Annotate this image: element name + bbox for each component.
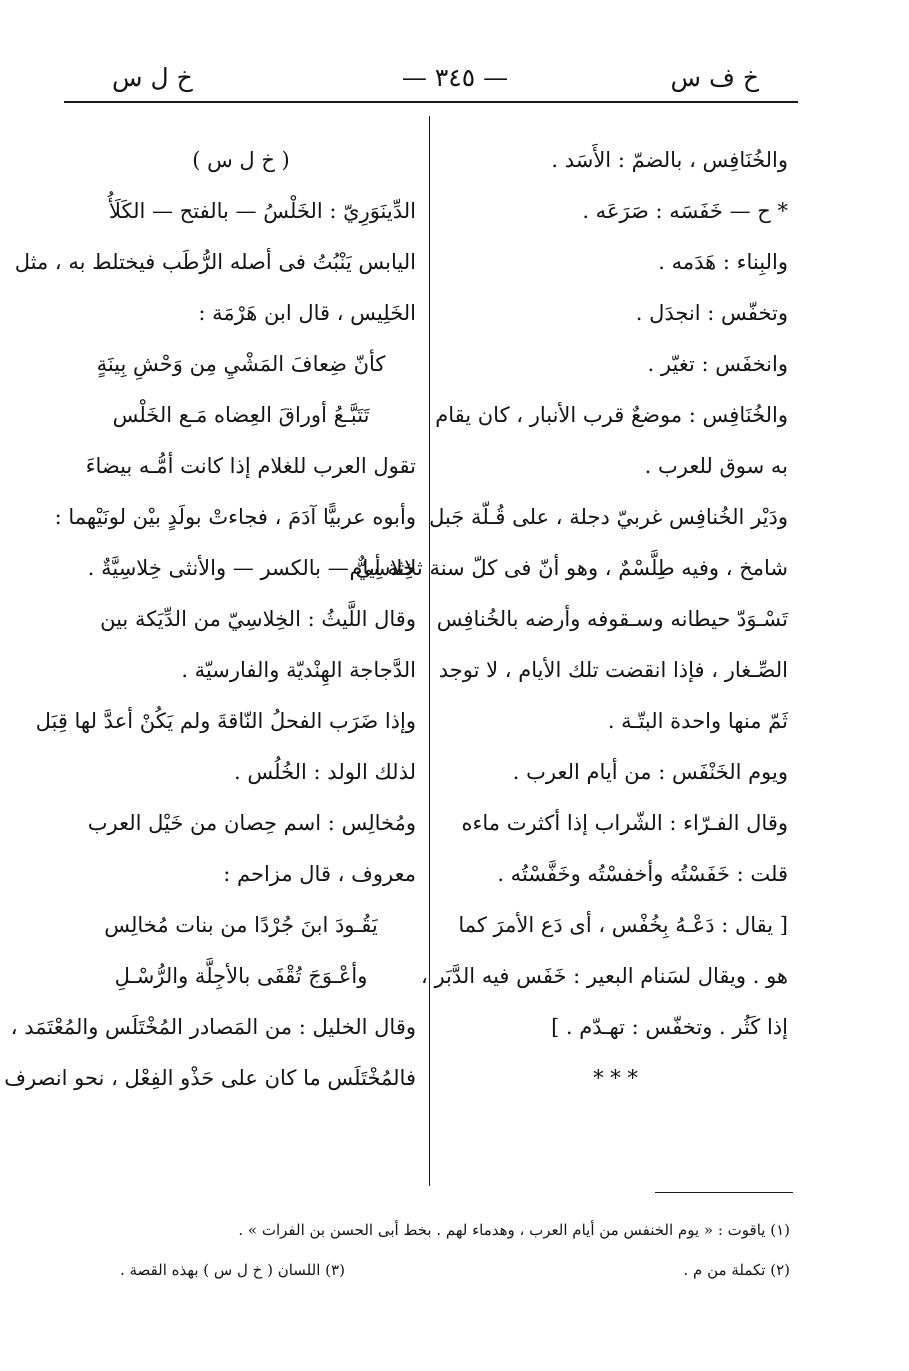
text-line: والخُنَافِس ، بالضمّ : الأَسَد . — [551, 148, 788, 172]
header-rule — [64, 101, 798, 103]
text-line: وقال الخليل : من المَصادر المُخْتَلَس والمُعْتَمَد ، — [10, 1015, 416, 1039]
text-line: [ يقال : دَعْـهُ بِخُفْس ، أى دَع الأمرَ كما — [458, 913, 788, 937]
text-line: اليابس يَنْبُتُ فى أصله الرُّطَب فيختلط به ، مثل — [14, 250, 416, 274]
text-line: الصِّـغار ، فإذا انقضت تلك الأيام ، لا توجد — [438, 658, 788, 682]
text-line: ويوم الخَنْفَس : من أيام العرب . — [512, 760, 788, 784]
text-line: وأبوه عربيًّا آدَمَ ، فجاءتْ بولَدٍ بيْن لونَيْهما : — [54, 505, 416, 529]
verse-line: كأنّ ضِعافَ المَشْيِ مِن وَحْشِ بِينَةٍ — [96, 352, 386, 376]
text-line: وانخفَس : تغيّر . — [647, 352, 788, 376]
text-line: خِلاسِيٌّ — بالكسر — والأنثى خِلاسِيَّةٌ . — [87, 556, 416, 580]
footnote-2: (٢) تكملة من م . — [683, 1261, 790, 1279]
text-line: * ح — خَفَسَه : صَرَعَه . — [582, 199, 788, 223]
text-line: ودَيْر الخُنافِس غربيّ دجلة ، على قُـلّة جَبل — [429, 505, 788, 529]
text-line: معروف ، قال مزاحم : — [223, 862, 416, 886]
text-line: به سوق للعرب . — [644, 454, 788, 478]
text-line: والخُنَافِس : موضعٌ قرب الأنبار ، كان يقام — [435, 403, 788, 427]
text-line: وقال الفـرّاء : الشّراب إذا أكثرت ماءه — [461, 811, 788, 835]
text-line: قلت : خَفَسْتُه وأخفسْتُه وخَفَّسْتُه . — [497, 862, 788, 886]
footnotes — [120, 1210, 790, 1290]
column-divider — [429, 116, 430, 1186]
text-line: لذلك الولد : الخُلُس . — [234, 760, 416, 784]
right-column — [349, 135, 788, 1104]
left-column — [4, 135, 416, 1104]
footnote-1: (١) ياقوت : « يوم الخنفس من أيام العرب ، وهدماء لهم . بخط أبى الحسن بن الفرات » . — [238, 1221, 790, 1239]
text-line: الدِّينَوَرِيّ : الخَلْسُ — بالفتح — الكَلَأُ — [108, 199, 416, 223]
text-line: وإذا ضَرَب الفحلُ النّاقةَ ولم يَكُنْ أعدَّ لها قِبَل — [35, 709, 416, 733]
text-line: تقول العرب للغلام إذا كانت أمُّـه بيضاءَ — [85, 454, 416, 478]
text-line: الخَلِيس ، قال ابن هَرْمَة : — [198, 301, 416, 325]
text-line: شامخ ، وفيه طِلَّسْمٌ ، وهو أنّ فى كلّ سنة ثلاثة أيام — [349, 556, 788, 580]
footnote-rule — [655, 1192, 793, 1193]
text-line: فالمُخْتَلَس ما كان على حَذْو الفِعْل ، نحو انصرف — [4, 1066, 416, 1090]
text-line: هو . ويقال لسَنام البعير : خَفَس فيه الدَّبَر ، — [421, 964, 788, 988]
text-line: وتخفّس : انجدَل . — [635, 301, 788, 325]
page-number: — ٣٤٥ — — [401, 63, 509, 92]
text-line: ومُخالِس : اسم حِصان من خَيْل العرب — [87, 811, 416, 835]
text-line: والبِناء : هَدَمه . — [658, 250, 788, 274]
section-heading: ( خ ل س ) — [192, 148, 290, 172]
text-line: الدَّجاجة الهِنْديّة والفارسيّة . — [181, 658, 416, 682]
verse-line: تَتَبَّـعُ أوراقَ العِضاه مَـع الخَلْس — [112, 403, 370, 427]
footnote-3: (٣) اللسان ( خ ل س ) بهذه القصة . — [120, 1261, 345, 1279]
text-line: وقال اللَّيثُ : الخِلاسِيّ من الدِّيَكة بين — [100, 607, 416, 631]
footnote-row — [120, 1250, 790, 1290]
text-line: ثَمّ منها واحدة البتّـة . — [607, 709, 788, 733]
section-divider-stars: * * * — [593, 1066, 638, 1090]
text-line: إذا كَثُر . وتخفّس : تهـدّم . ] — [551, 1015, 788, 1039]
text-line: تَسْـوَدّ حيطانه وسـقوفه وأرضه بالخُنافِس — [436, 607, 788, 631]
verse-line: يَقُـودَ ابنَ جُرْدًا من بنات مُخالِس — [104, 913, 378, 937]
running-head-left: خ ل س — [112, 63, 193, 92]
running-head-right: خ ف س — [670, 63, 759, 92]
verse-line: وأعْـوَجَ تُقْفَى بالأجِلَّة والرُّسْـلِ — [114, 964, 368, 988]
